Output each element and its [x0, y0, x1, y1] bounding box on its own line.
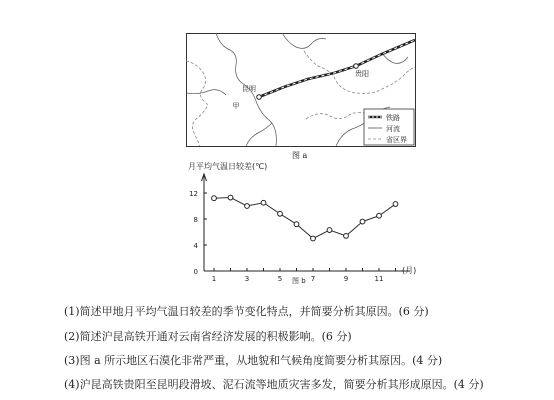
guiyang-marker — [354, 64, 359, 69]
x-tick-label: 9 — [343, 275, 349, 283]
data-point — [393, 202, 398, 207]
city-kunming-label: 昆明 — [242, 85, 256, 93]
map-caption: 图 a — [292, 151, 308, 160]
legend-railway-label: 铁路 — [386, 114, 400, 122]
data-point — [344, 234, 349, 239]
y-tick-label: 0 — [193, 268, 198, 276]
line-chart — [176, 160, 426, 285]
x-tick-label: 7 — [310, 275, 316, 283]
data-point — [377, 213, 382, 218]
legend-boundary-label: 省区界 — [386, 136, 407, 144]
y-tick-label: 8 — [193, 216, 198, 224]
region-jia-label: 甲 — [232, 102, 240, 110]
data-point — [212, 196, 217, 201]
map-figure — [186, 33, 416, 147]
question-3: (3)图 a 所示地区石漠化非常严重，从地貌和气候角度简要分析其原因。(4 分) — [64, 354, 443, 367]
chart-y-title: 月平均气温日较差(℃) — [188, 162, 268, 171]
map-legend — [364, 109, 414, 145]
question-4: (4)沪昆高铁贵阳至昆明段滑坡、泥石流等地质灾害多发，简要分析其形成原因。(4 分) — [64, 378, 484, 391]
data-point — [228, 195, 233, 200]
question-2: (2)简述沪昆高铁开通对云南省经济发展的积极影响。(6 分) — [64, 330, 352, 343]
data-point — [245, 204, 250, 209]
data-point — [360, 219, 365, 224]
chart-axes — [189, 174, 410, 283]
kunming-marker — [257, 95, 262, 100]
data-point — [327, 228, 332, 233]
x-tick-label: 3 — [244, 275, 250, 283]
x-tick-label: 11 — [374, 275, 384, 283]
chart-series — [212, 195, 398, 241]
y-tick-label: 12 — [189, 190, 198, 198]
city-guiyang-label: 贵阳 — [355, 70, 369, 78]
data-point — [261, 200, 266, 205]
data-point — [294, 222, 299, 227]
y-tick-label: 4 — [193, 242, 198, 250]
chart-caption: 图 b — [292, 277, 306, 285]
question-1: (1)简述甲地月平均气温日较差的季节变化特点，并简要分析其原因。(6 分) — [64, 305, 429, 318]
x-tick-label: 5 — [277, 275, 283, 283]
data-point — [311, 236, 316, 241]
x-tick-label: 1 — [211, 275, 217, 283]
data-point — [278, 211, 283, 216]
chart-x-label: (月) — [402, 266, 417, 275]
legend-river-label: 河流 — [386, 125, 400, 133]
series-line — [214, 198, 396, 239]
